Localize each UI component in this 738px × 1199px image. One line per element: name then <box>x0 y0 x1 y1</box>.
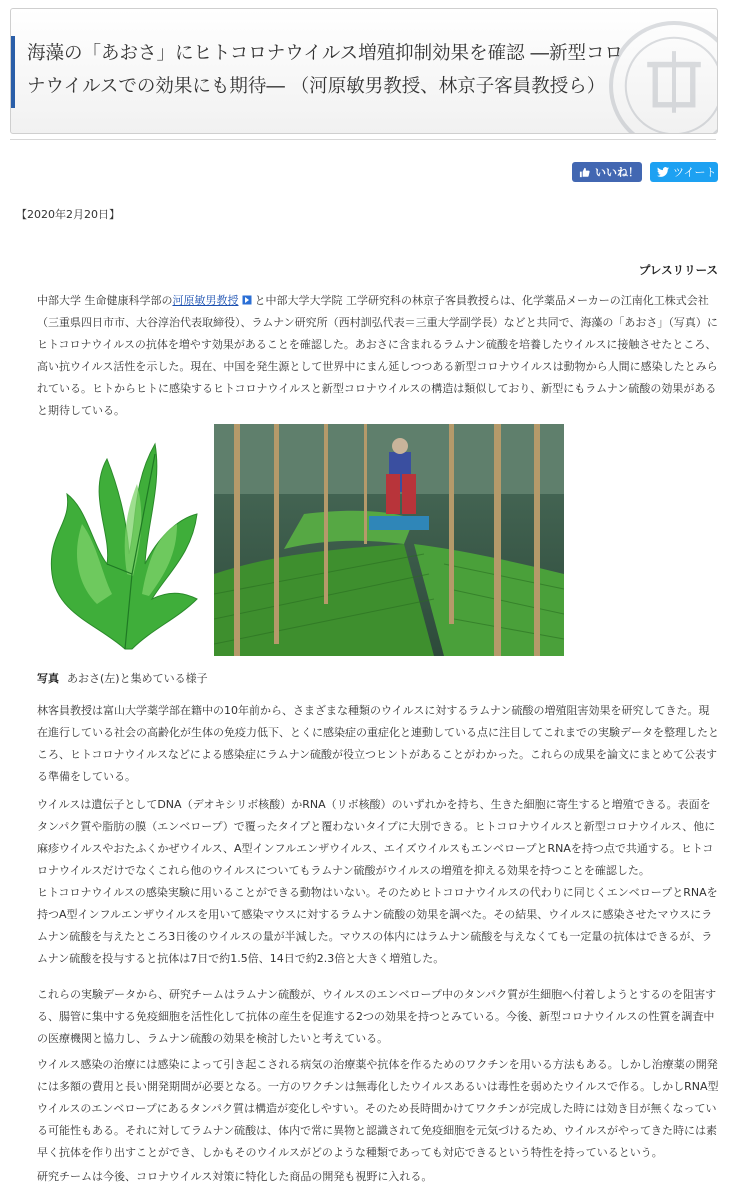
like-label: いいね！ <box>595 166 639 179</box>
aosa-seaweed-image <box>37 424 212 656</box>
caption-text: あおさ(左)と集めている様子 <box>67 672 208 685</box>
tweet-label: ツイート <box>673 166 717 179</box>
seaweed-harvest-photo <box>214 424 564 656</box>
body-paragraph: 林客員教授は富山大学薬学部在籍中の10年前から、さまざまな種類のウイルスに対するラムナン硫酸の増殖阻害効果を研究してきた。現在進行している社会の高齢化が生体の免疫力低下、とくに感染症の重症化と連動している点に注目してこれまでの実験データを整理したところ、ヒトコロナウイルスなどによる感染症にラムナン硫酸が役立つヒントがあることがわかった。これらの成果を論文にまとめて公表する準備をしている。 <box>37 704 719 783</box>
publish-date: 【2020年2月20日】 <box>16 208 120 221</box>
page-title: 海藻の「あおさ」にヒトコロナウイルス増殖抑制効果を確認 ―新型コロナウイルスでの効果にも期待― （河原敏男教授、林京子客員教授ら） <box>27 43 624 97</box>
intro-body: と中部大学大学院 工学研究科の林京子客員教授らは、化学薬品メーカーの江南化工株式会社（三重県四日市市、大谷淳治代表取締役）、ラムナン研究所（西村訓弘代表＝三重大学副学長）などと共同で、海藻の「あおさ」（写真）にヒトコロナウイルスの抗体を増やす効果があることを確認した。あおさに含まれるラムナン硫酸を培養したウイルスに接触させたところ、高い抗ウイルス活性を示した。現在、中国を発生源として世界中にまん延しつつある新型コロナウイルスは動物から人間に感染したとみられている。ヒトからヒトに感染するヒトコロナウイルスと新型コロナウイルスの構造は類似しており、新型にもラムナン硫酸の効果があると期待している。 <box>37 294 718 417</box>
press-release-label: プレスリリース <box>638 263 718 277</box>
external-link-icon[interactable] <box>242 295 252 305</box>
title-accent-bar <box>11 36 15 108</box>
intro-paragraph <box>37 290 719 422</box>
body-paragraph: これらの実験データから、研究チームはラムナン硫酸が、ウイルスのエンベロープ中のタンパク質が生細胞へ付着しようとするのを阻害する、腸管に集中する免疫細胞を活性化して抗体の産生を促進する2つの効果を持つとみている。今後、新型コロナウイルスの性質を調査中の医療機関と協力し、ラムナン硫酸の効果を検討したいと考えている。 <box>37 988 717 1045</box>
intro-prefix: 中部大学 生命健康科学部の <box>37 294 173 307</box>
university-seal-icon <box>607 19 718 134</box>
body-paragraph: ヒトコロナウイルスの感染実験に用いることができる動物はいない。そのためヒトコロナウイルスの代わりに同じくエンベロープとRNAを持つA型インフルエンザウイルスを用いて感染マウスに対するラムナン硫酸の効果を調べた。その結果、ウイルスに感染させたマウスにラムナン硫酸を与えたところ3日後のウイルスの量が半減した。マウスの体内にはラムナン硫酸を与えなくても一定量の抗体はできるが、ラムナン硫酸を投与すると抗体は7日で約1.5倍、14日で約2.3倍と大きく増殖した。 <box>37 886 718 965</box>
facebook-like-button[interactable] <box>572 162 642 182</box>
twitter-bird-icon <box>657 167 669 177</box>
photo-caption <box>37 670 208 686</box>
title-banner <box>10 8 718 134</box>
professor-link[interactable]: 河原敏男教授 <box>172 294 239 307</box>
tweet-button[interactable] <box>650 162 718 182</box>
caption-label: 写真 <box>37 672 59 685</box>
thumbs-up-icon <box>579 167 590 178</box>
body-paragraph: 研究チームは今後、コロナウイルス対策に特化した商品の開発も視野に入れる。 <box>37 1170 433 1183</box>
body-paragraph: ウイルス感染の治療には感染によって引き起こされる病気の治療薬や抗体を作るためのワクチンを用いる方法もある。しかし治療薬の開発には多額の費用と長い開発期間が必要となる。一方のワクチンは無毒化したウイルスあるいは毒性を弱めたウイルスで作る。しかしRNA型ウイルスのエンベロープにあるタンパク質は構造が変化しやすい。そのため長時間かけてワクチンが完成した時には効き目が無くなっている可能性もある。それに対してラムナン硫酸は、体内で常に異物と認識されて免疫細胞を元気づけるため、ウイルスがやってきた時には素早く抗体を作り出すことができ、しかもそのウイルスがどのような種類であっても対応できるという特性を持っているという。 <box>37 1058 719 1159</box>
body-paragraph: ウイルスは遺伝子としてDNA（デオキシリボ核酸）かRNA（リボ核酸）のいずれかを持ち、生きた細胞に寄生すると増殖できる。表面をタンパク質や脂肪の膜（エンベロープ）で覆ったタイプと覆わないタイプに大別できる。ヒトコロナウイルスと新型コロナウイルス、他に麻疹ウイルスやおたふくかぜウイルス、A型インフルエンザウイルス、エイズウイルスもエンベロープとRNAを持つ点で共通する。ヒトコロナウイルスだけでなくこれら他のウイルスについてもラムナン硫酸がウイルスの増殖を抑える効果を持つことを確認した。 <box>37 798 716 877</box>
header-divider <box>10 139 716 140</box>
